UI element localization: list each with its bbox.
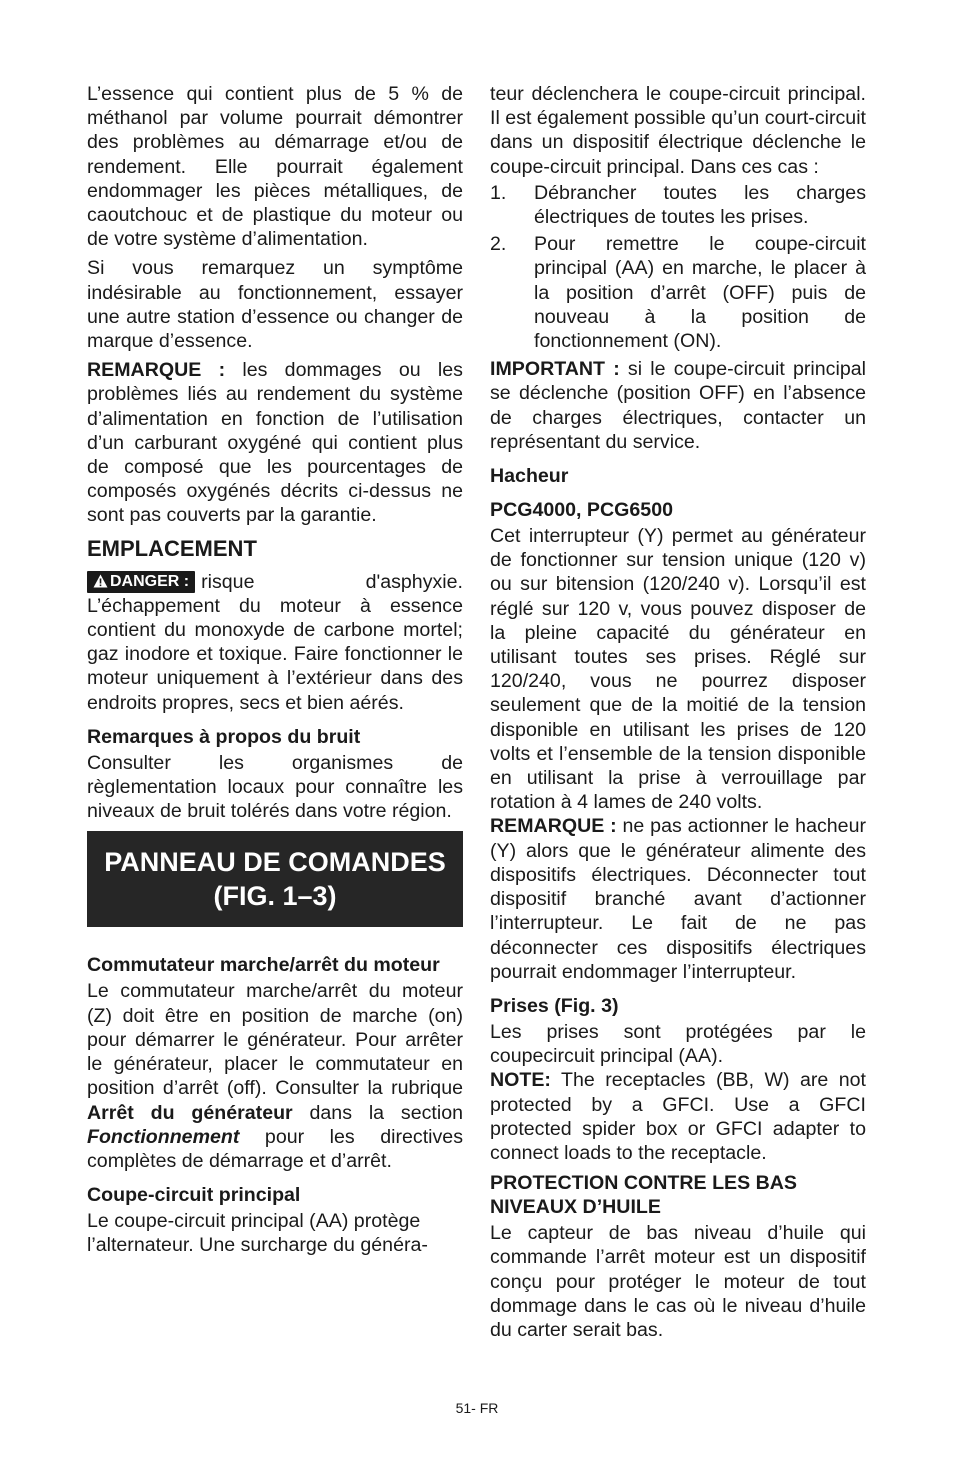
bruit-heading: Remarques à propos du bruit: [87, 725, 361, 748]
danger-badge: [87, 571, 195, 593]
banner-subtitle: (FIG. 1–3): [213, 881, 337, 912]
commutateur-heading: Commutateur marche/arrêt du moteur: [87, 954, 440, 977]
protection-paragraph: Le capteur de bas niveau d’huile qui commande l’arrêt moteur est un dispositif conçu pour protéger le moteur de tout dommage dans le cas où le niveau d’huile du carter serait bas.: [490, 1222, 866, 1341]
prises-paragraph: Les prises sont protégées par le coupecircuit principal (AA).: [490, 1020, 866, 1068]
commutateur-paragraph: [87, 979, 463, 1173]
list-item: [490, 181, 866, 229]
important-text: si le coupe-circuit principal se déclenche (position OFF) en l’absence de charges électriques, contacter un représentant du service.: [490, 358, 866, 453]
step-text: Pour remettre le coupe-circuit principal (AA) en marche, le placer à la position d’arrêt (OFF) puis de nouveau à la position de fonctionnement (ON).: [534, 233, 866, 353]
important-paragraph: [490, 357, 866, 454]
commutateur-italic: Fonctionnement: [87, 1125, 240, 1148]
hacheur-paragraph: Cet interrupteur (Y) permet au générateur de fonctionner sur tension unique (120 v) ou sur bitension (120/240 v). Lorsqu’il est réglé sur 120 v, vous pouvez disposer de la pleine capacité du générateur en utilisant toutes ses prises. Réglé sur 120/240, vous ne pourrez disposer seulement que de la moitié de la tension disponible en utilisant les prises de 120 volts et l’ensemble de la tension disponible en utilisant la prise à verrouillage par rotation à 4 lames de 240 volts.: [490, 525, 866, 814]
emplacement-heading: EMPLACEMENT: [87, 535, 257, 561]
list-item: [490, 232, 866, 353]
danger-text: risque d'asphyxie. L’échappement du moteur à essence contient du monoxyde de carbone mortel; gaz inodore et toxique. Faire fonctionner le moteur uniquement à l’extérieur dans des endroits propres, secs et bien aérés.: [87, 570, 463, 714]
symptom-paragraph: Si vous remarquez un symptôme indésirable au fonctionnement, essayer une autre station d’essence ou changer de marque d’essence.: [87, 257, 463, 353]
remarque-paragraph: [87, 358, 463, 527]
commutateur-text-2: dans la section: [292, 1101, 463, 1124]
danger-label: DANGER :: [110, 572, 190, 590]
protection-heading: PROTECTION CONTRE LES BAS NIVEAUX D’HUILE: [490, 1172, 797, 1219]
models-heading: PCG4000, PCG6500: [490, 499, 673, 522]
remarque-text: les dommages ou les problèmes liés au rendement du système d’alimentation en fonction de l’utilisation d’un carburant oxygéné qui contient plus de composé que les pourcentages de composés oxygénés décrits ci-dessus ne sont pas couverts par la garantie.: [87, 359, 463, 527]
coupe-paragraph: Le coupe-circuit principal (AA) protège l’alternateur. Une surcharge du généra-: [87, 1210, 428, 1257]
note-text: The receptacles (BB, W) are not protected by a GFCI. Use a GFCI protected spider box or GFCI adapter to connect loads to the receptacle.: [490, 1069, 866, 1164]
bruit-paragraph: Consulter les organismes de règlementation locaux pour connaître les niveaux de bruit tolérés dans votre région.: [87, 751, 463, 823]
methanol-paragraph: L’essence qui contient plus de 5 % de méthanol par volume pourrait démontrer des problèmes au démarrage et/ou de rendement. Elle pourrait également endommager les pièces métalliques, de caoutchouc et de plastique du moteur ou de votre système d’alimentation.: [87, 83, 463, 251]
important-label: IMPORTANT :: [490, 358, 620, 381]
page-number: 51- FR: [455, 1400, 499, 1416]
breaker-paragraph: teur déclenchera le coupe-circuit principal. Il est également possible qu’un court-circuit dans un dispositif électrique déclenche le coupe-circuit principal. Dans ces cas :: [490, 83, 866, 178]
coupe-heading: Coupe-circuit principal: [87, 1184, 301, 1207]
right-column: [490, 82, 866, 1347]
commutateur-text-1: Le commutateur marche/arrêt du moteur (Z) doit être en position de marche (on) pour démarrer le générateur. Pour arrêter le générateur, placer le commutateur en position d’arrêt (off). Consulter la rubrique: [87, 980, 463, 1100]
left-column: [87, 82, 463, 1258]
step-number: 2.: [490, 233, 507, 256]
note-paragraph: [490, 1068, 866, 1165]
commutateur-bold: Arrêt du générateur: [87, 1101, 293, 1124]
step-text: Débrancher toutes les charges électriques de toutes les prises.: [534, 181, 866, 229]
commutateur-text-3: pour les directives complètes de démarrage et d’arrêt.: [87, 1125, 463, 1172]
warning-triangle-icon: [93, 574, 108, 588]
prises-heading: Prises (Fig. 3): [490, 994, 619, 1017]
steps-list: [490, 181, 866, 353]
remarque-label: REMARQUE :: [490, 815, 617, 838]
hacheur-remarque-paragraph: [490, 814, 866, 983]
banner-title: PANNEAU DE COMANDES: [104, 847, 446, 878]
danger-paragraph: [87, 570, 463, 715]
section-banner: [87, 831, 463, 927]
hacheur-heading: Hacheur: [490, 465, 569, 488]
step-number: 1.: [490, 181, 507, 204]
note-label: NOTE:: [490, 1069, 551, 1092]
remarque-text: ne pas actionner le hacheur (Y) alors que le générateur alimente des dispositifs électriques. Déconnecter tout dispositif branché avant d’actionner l’interrupteur. Le fait de ne pas déconnecter ces dispositifs électriques pourrait endommager l’interrupteur.: [490, 815, 866, 983]
remarque-label: REMARQUE :: [87, 359, 226, 382]
